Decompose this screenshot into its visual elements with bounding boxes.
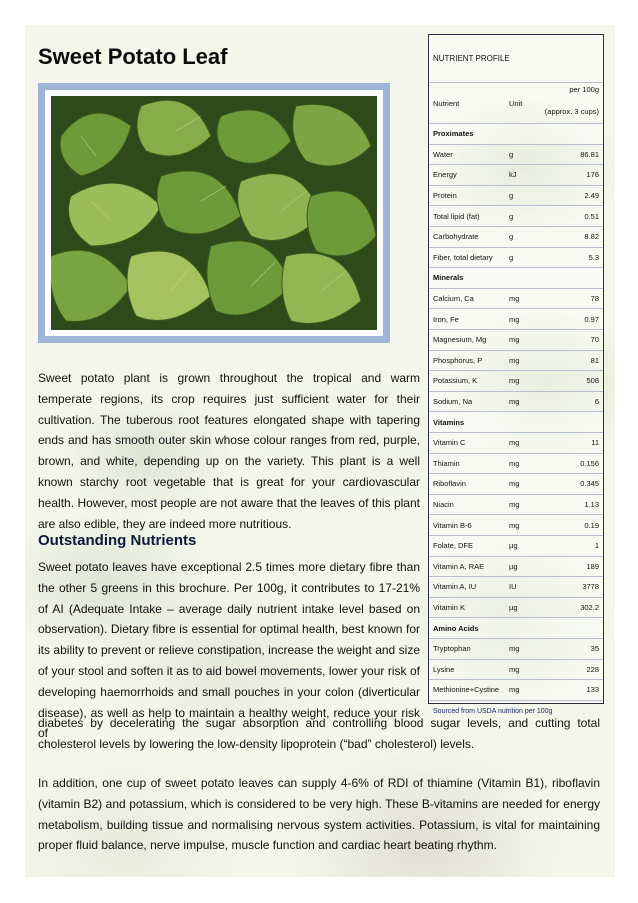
table-row: [429, 536, 603, 557]
nutrient-name: Riboflavin: [433, 479, 466, 489]
nutrient-name: Water: [433, 149, 453, 159]
nutrient-value: 0.345: [580, 479, 599, 489]
intro-paragraph: Sweet potato plant is grown throughout the tropical and warm temperate regions, its crop requires just sufficient water for their cultivation. The tuberous root features elongated shape with tapering ends and has smooth outer skin whose colour ranges from red, purple, brown, and white, depending up on the variety. This plant is a well known starchy root vegetable that is great for your cardiovascular health. However, most people are not aware that the leaves of this plant are also edible, they are indeed more nutritious.: [38, 371, 420, 531]
nutrient-value: 78: [590, 294, 599, 304]
leaf-photo: [51, 96, 377, 330]
nutrient-name: Tryptophan: [433, 644, 471, 654]
nutrient-unit: mg: [509, 294, 520, 304]
table-row: [429, 557, 603, 578]
table-row: [429, 495, 603, 516]
nutrient-profile-table: [428, 34, 604, 716]
table-header-row: [429, 83, 603, 124]
nutrient-unit: g: [509, 191, 514, 201]
section-heading: Outstanding Nutrients: [38, 532, 197, 549]
nutrient-name: Thiamin: [433, 458, 460, 468]
table-row: [429, 598, 603, 619]
nutrient-unit: mg: [509, 458, 520, 468]
nutrient-name: Vitamin K: [433, 603, 465, 613]
table-title: NUTRIENT PROFILE: [433, 54, 510, 63]
nutrient-value: 81: [590, 355, 599, 365]
nutrients-paragraph-a: Sweet potato leaves have exceptional 2.5 times more dietary fibre than the other 5 greens in this brochure. Per 100g, it contributes to 17-21% of AI (Adequate Intake – average daily nutrient intake level based on observation). Dietary fibre is essential for optimal health, best known for its ability to prevent or relieve constipation, increase the weight and size of your stool and soften it as to aid bowel movements, lower your risk of developing haemorrhoids and small pouches in your colon (diverticular disease), as well as help to maintain a healthy weight, reduce your risk of: [38, 560, 420, 741]
table-row: [429, 165, 603, 186]
table-section-header: [429, 268, 603, 289]
nutrient-value: 0.51: [584, 211, 599, 221]
source-text: Sourced from USDA nutrition per 100g: [433, 708, 553, 716]
nutrient-value: 5.3: [588, 252, 599, 262]
table-row: [429, 186, 603, 207]
nutrient-name: Lysine: [433, 664, 455, 674]
nutrient-name: Vitamin A, RAE: [433, 561, 485, 571]
nutrient-value: 0.97: [584, 314, 599, 324]
table-row: [429, 330, 603, 351]
section-label: Vitamins: [433, 417, 465, 427]
nutrient-name: Calcium, Ca: [433, 294, 474, 304]
nutrient-name: Energy: [433, 170, 457, 180]
header-approx: (approx. 3 cups): [544, 107, 599, 116]
nutrient-name: Carbohydrate: [433, 232, 479, 242]
nutrient-value: 176: [586, 170, 599, 180]
header-nutrient: Nutrient: [433, 98, 460, 108]
nutrient-unit: g: [509, 232, 514, 242]
nutrient-unit: mg: [509, 335, 520, 345]
leaf-photo-mat: [45, 90, 383, 336]
table-row: [429, 639, 603, 660]
nutrient-unit: µg: [509, 603, 518, 613]
nutrient-unit: mg: [509, 664, 520, 674]
page-title: Sweet Potato Leaf: [38, 44, 228, 69]
table-row: [429, 289, 603, 310]
table-section-header: [429, 618, 603, 639]
nutrient-value: 2.49: [584, 191, 599, 201]
nutrient-unit: mg: [509, 397, 520, 407]
table-row: [429, 660, 603, 681]
table-section-header: [429, 412, 603, 433]
table-row: [429, 248, 603, 269]
nutrient-value: 35: [590, 644, 599, 654]
nutrient-value: 11: [591, 438, 599, 448]
nutrient-unit: mg: [509, 314, 520, 324]
nutrient-unit: mg: [509, 376, 520, 386]
nutrient-value: 3778: [582, 582, 599, 592]
nutrient-unit: IU: [509, 582, 517, 592]
nutrient-value: 1.13: [584, 500, 599, 510]
nutrient-value: 0.19: [584, 520, 599, 530]
table-row: [429, 433, 603, 454]
nutrient-value: 302.2: [580, 603, 599, 613]
section-label: Amino Acids: [433, 623, 479, 633]
nutrient-name: Magnesium, Mg: [433, 335, 487, 345]
section-label: Minerals: [433, 273, 464, 283]
nutrient-unit: g: [509, 149, 514, 159]
nutrient-name: Folate, DFE: [433, 541, 474, 551]
header-per-100g: per 100g: [569, 85, 599, 94]
nutrient-unit: mg: [509, 355, 520, 365]
table-row: [429, 392, 603, 413]
nutrient-unit: mg: [509, 644, 520, 654]
nutrient-value: 0.156: [580, 458, 599, 468]
nutrient-value: 133: [586, 685, 599, 695]
nutrient-name: Sodium, Na: [433, 397, 473, 407]
nutrient-name: Vitamin A, IU: [433, 582, 477, 592]
nutrient-unit: mg: [509, 500, 520, 510]
nutrient-value: 189: [586, 561, 599, 571]
nutrient-value: 1: [594, 541, 599, 551]
nutrient-name: Vitamin C: [433, 438, 466, 448]
table-row: [429, 515, 603, 536]
table-row: [429, 577, 603, 598]
nutrient-value: 508: [586, 376, 599, 386]
nutrient-unit: mg: [509, 438, 520, 448]
header-unit: Unit: [509, 98, 523, 108]
leaf-illustration: [51, 96, 377, 330]
nutrient-unit: µg: [509, 561, 518, 571]
table-row: [429, 206, 603, 227]
nutrient-unit: g: [509, 211, 514, 221]
table-title-row: [429, 35, 603, 83]
table-row: [429, 351, 603, 372]
section-label: Proximates: [433, 129, 474, 139]
addition-paragraph: In addition, one cup of sweet potato leaves can supply 4-6% of RDI of thiamine (Vitamin B1), riboflavin (vitamin B2) and potassium, which is considered to be very high. These B-vitamins are needed for energy metabolism, building tissue and normalising nervous system activities. Potassium, is vital for maintaining proper fluid balance, nerve impulse, muscle function and cardiac heart beating rhythm.: [38, 776, 600, 853]
table-row: [429, 454, 603, 475]
nutrient-name: Phosphorus, P: [433, 355, 483, 365]
nutrient-name: Protein: [433, 191, 457, 201]
nutrient-value: 8.82: [584, 232, 599, 242]
nutrients-paragraph-b: diabetes by decelerating the sugar absorption and controlling blood sugar levels, and cutting total cholesterol levels by lowering the low-density lipoprotein (“bad” cholesterol) levels.: [38, 716, 600, 751]
nutrient-unit: mg: [509, 479, 520, 489]
nutrient-name: Iron, Fe: [433, 314, 459, 324]
nutrient-name: Fiber, total dietary: [433, 252, 493, 262]
nutrient-value: 228: [586, 664, 599, 674]
leaf-photo-frame: [38, 83, 390, 343]
nutrient-unit: µg: [509, 541, 518, 551]
table-row: [429, 371, 603, 392]
table-source-note: [429, 701, 603, 723]
nutrient-value: 86.81: [580, 149, 599, 159]
table-row: [429, 227, 603, 248]
nutrient-unit: mg: [509, 685, 520, 695]
nutrient-unit: kJ: [509, 170, 517, 180]
nutrient-unit: mg: [509, 520, 520, 530]
nutrient-name: Niacin: [433, 500, 454, 510]
table-section-header: [429, 124, 603, 145]
nutrient-value: 70: [590, 335, 599, 345]
table-row: [429, 474, 603, 495]
nutrient-name: Vitamin B-6: [433, 520, 472, 530]
table-row: [429, 680, 603, 701]
table-row: [429, 309, 603, 330]
table-row: [429, 145, 603, 166]
nutrient-value: 6: [594, 397, 599, 407]
nutrient-unit: g: [509, 252, 514, 262]
nutrient-name: Potassium, K: [433, 376, 478, 386]
nutrient-name: Methionine+Cystine: [433, 685, 500, 695]
nutrient-name: Total lipid (fat): [433, 211, 480, 221]
